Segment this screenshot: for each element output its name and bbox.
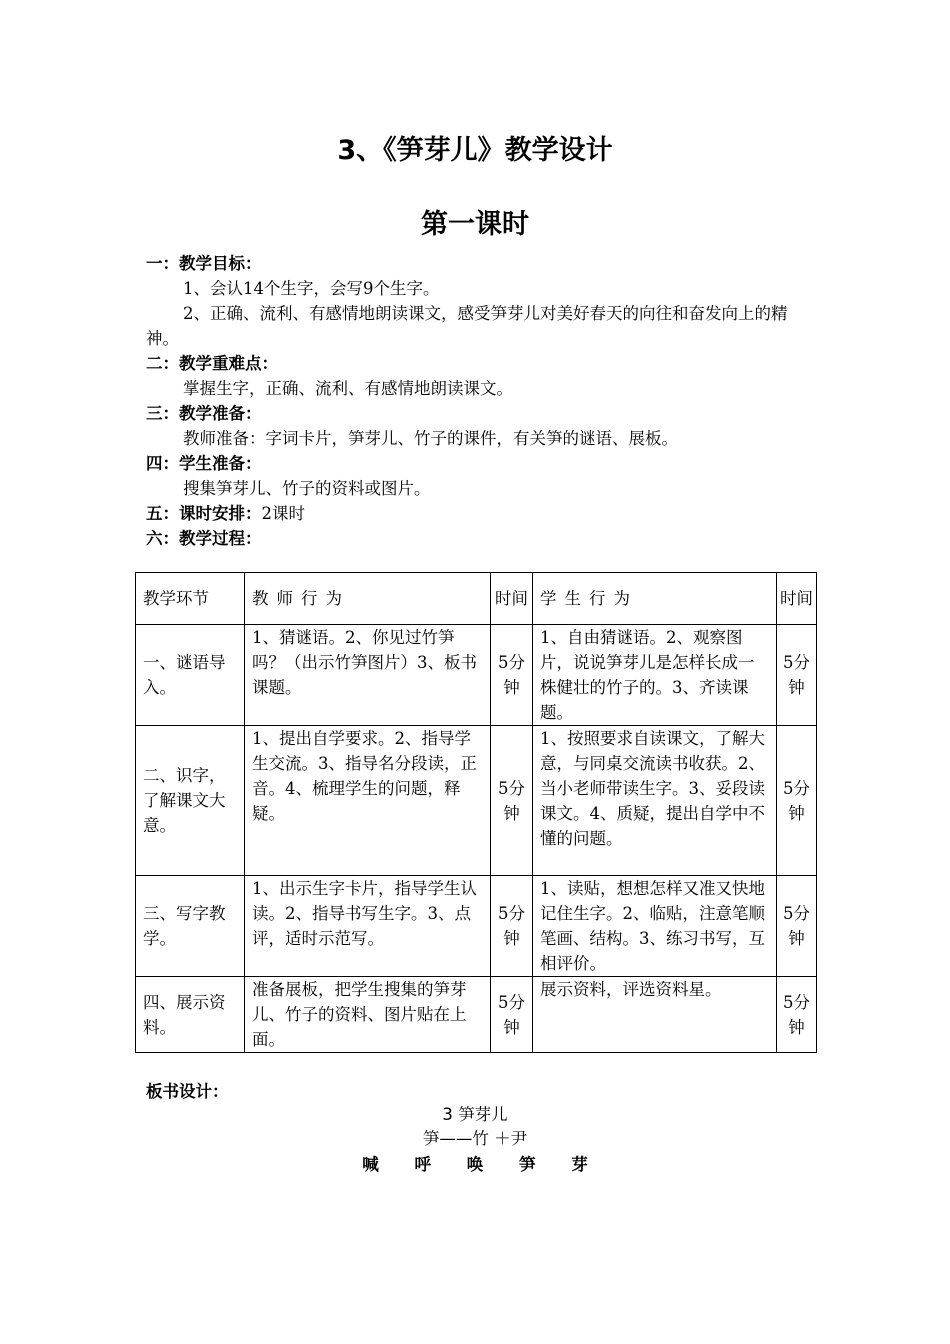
row-stage: 四、展示资料。 <box>136 977 245 1053</box>
goals-heading: 一：教学目标： <box>146 254 262 273</box>
row-time-1: 5分钟 <box>491 625 533 726</box>
header-stage: 教学环节 <box>136 573 245 625</box>
lesson-process-table <box>135 572 817 1053</box>
row-stage: 二、识字，了解课文大意。 <box>136 726 245 876</box>
lesson-subtitle: 第一课时 <box>421 209 529 240</box>
row-time-2: 5分钟 <box>777 876 817 977</box>
student-prep-heading: 四：学生准备： <box>146 454 262 473</box>
row-teacher: 准备展板，把学生搜集的笋芽儿、竹子的资料、图片贴在上面。 <box>245 977 491 1053</box>
key-points-text: 掌握生字，正确、流利、有感情地朗读课文。 <box>183 379 513 398</box>
student-prep-text: 搜集笋芽儿、竹子的资料或图片。 <box>183 479 431 498</box>
board-line-1: 3 笋芽儿 <box>442 1105 508 1124</box>
row-student: 1、按照要求自读课文，了解大意，与同桌交流读书收获。2、当小老师带读生字。3、妥段读课文。4、质疑，提出自学中不懂的问题。 <box>533 726 777 876</box>
schedule-heading: 五：课时安排： <box>146 504 262 523</box>
header-student: 学生行为 <box>533 573 777 625</box>
header-time-1: 时间 <box>491 573 533 625</box>
schedule-text: 2课时 <box>261 504 305 523</box>
schedule-line <box>146 501 818 526</box>
board-design-label: 板书设计： <box>146 1082 229 1101</box>
goal-1: 1、会认14个生字，会写9个生字。 <box>183 279 440 298</box>
row-time-2: 5分钟 <box>777 726 817 876</box>
table-row <box>136 726 817 876</box>
row-time-1: 5分钟 <box>491 726 533 876</box>
board-line-2: 笋——竹 ＋尹 <box>422 1129 528 1148</box>
row-teacher: 1、提出自学要求。2、指导学生交流。3、指导名分段读，正音。4、梳理学生的问题，释疑。 <box>245 726 491 876</box>
table-row <box>136 977 817 1053</box>
row-student: 展示资料，评选资料星。 <box>533 977 777 1053</box>
goal-2: 2、正确、流利、有感情地朗读课文，感受笋芽儿对美好春天的向往和奋发向上的精神。 <box>146 304 788 348</box>
row-student: 1、读贴，想想怎样又准又快地记住生字。2、临贴，注意笔顺笔画、结构。3、练习书写，互相评价。 <box>533 876 777 977</box>
teacher-prep-text: 教师准备：字词卡片，笋芽儿、竹子的课件，有关笋的谜语、展板。 <box>183 429 678 448</box>
process-heading: 六：教学过程： <box>146 529 262 548</box>
board-line-3: 喊 呼 唤 笋 芽 <box>362 1155 588 1174</box>
header-teacher: 教师行为 <box>245 573 491 625</box>
row-time-1: 5分钟 <box>491 977 533 1053</box>
table-row <box>136 876 817 977</box>
row-stage: 一、谜语导入。 <box>136 625 245 726</box>
row-time-1: 5分钟 <box>491 876 533 977</box>
table-header-row <box>136 573 817 625</box>
row-stage: 三、写字教学。 <box>136 876 245 977</box>
row-student: 1、自由猜谜语。2、观察图片，说说笋芽儿是怎样长成一株健壮的竹子的。3、齐读课题。 <box>533 625 777 726</box>
row-teacher: 1、猜谜语。2、你见过竹笋吗？（出示竹笋图片）3、板书课题。 <box>245 625 491 726</box>
page-title: 3、《笋芽儿》教学设计 <box>337 135 613 166</box>
lesson-sections <box>146 251 818 551</box>
key-points-heading: 二：教学重难点： <box>146 354 278 373</box>
row-time-2: 5分钟 <box>777 625 817 726</box>
header-time-2: 时间 <box>777 573 817 625</box>
table-row <box>136 625 817 726</box>
row-time-2: 5分钟 <box>777 977 817 1053</box>
teacher-prep-heading: 三：教学准备： <box>146 404 262 423</box>
row-teacher: 1、出示生字卡片，指导学生认读。2、指导书写生字。3、点评，适时示范写。 <box>245 876 491 977</box>
